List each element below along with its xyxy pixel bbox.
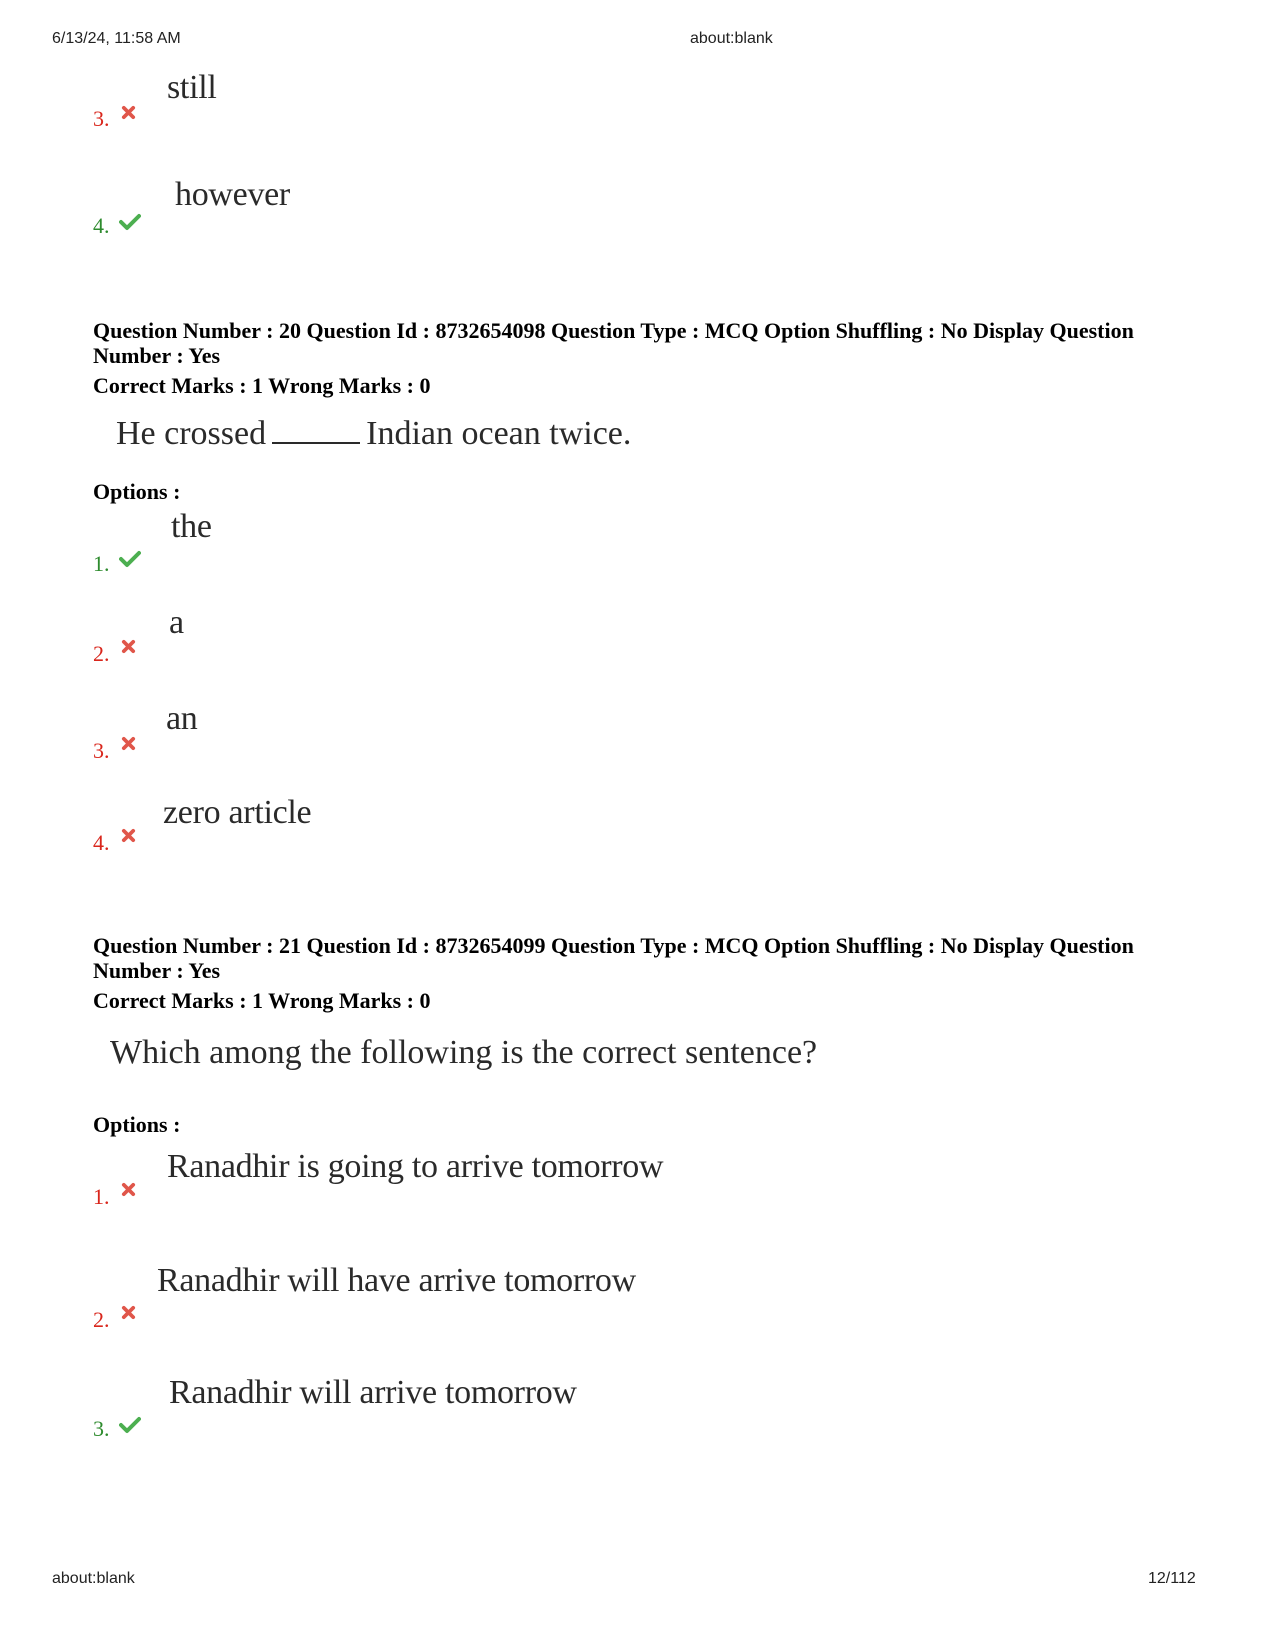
question-20-options-label: Options : [93, 479, 181, 504]
q20-option-2 [93, 604, 693, 672]
option-number: 2. [93, 1307, 110, 1332]
question-20-marks: Correct Marks : 1 Wrong Marks : 0 [93, 373, 431, 398]
checkmark-icon [119, 1416, 141, 1439]
option-number: 4. [93, 830, 110, 855]
option-number: 1. [93, 1184, 110, 1209]
prev-option-3 [93, 69, 693, 135]
q20-option-3 [93, 700, 693, 774]
q21-option-1 [93, 1148, 993, 1220]
question-21-text: Which among the following is the correct sentence? [110, 1034, 818, 1071]
cross-icon [121, 736, 136, 756]
page-number: 12/112 [1148, 1570, 1196, 1587]
option-number: 3. [93, 106, 110, 131]
option-number: 3. [93, 738, 110, 763]
option-text: however [175, 176, 290, 213]
q21-option-3 [93, 1374, 993, 1456]
option-number: 2. [93, 641, 110, 666]
option-text: Ranadhir will arrive tomorrow [169, 1374, 577, 1411]
question-21-options-label: Options : [93, 1112, 181, 1137]
option-number: 3. [93, 1416, 110, 1441]
print-url: about:blank [690, 30, 773, 47]
question-text-part: Indian ocean twice. [366, 415, 632, 452]
cross-icon [121, 1182, 136, 1202]
cross-icon [121, 1305, 136, 1325]
blank-line [272, 412, 360, 444]
option-text: zero article [163, 794, 312, 831]
option-text: the [171, 508, 212, 545]
q21-option-2 [93, 1262, 993, 1344]
footer-url: about:blank [52, 1570, 135, 1587]
prev-option-4 [93, 176, 693, 242]
option-number: 4. [93, 213, 110, 238]
question-21-marks: Correct Marks : 1 Wrong Marks : 0 [93, 988, 431, 1013]
option-text: a [169, 604, 184, 641]
cross-icon [121, 105, 136, 125]
checkmark-icon [119, 213, 141, 236]
question-20-text [116, 412, 631, 453]
option-number: 1. [93, 551, 110, 576]
question-20-header: Question Number : 20 Question Id : 8732654098 Question Type : MCQ Option Shuffling : No Display Question Number : Yes [93, 318, 1134, 368]
question-text-part: He crossed [116, 415, 267, 452]
q20-option-4 [93, 794, 693, 866]
cross-icon [121, 639, 136, 659]
cross-icon [121, 828, 136, 848]
question-21-header: Question Number : 21 Question Id : 8732654099 Question Type : MCQ Option Shuffling : No Display Question Number : Yes [93, 933, 1134, 983]
option-text: an [166, 700, 198, 737]
option-text: Ranadhir is going to arrive tomorrow [167, 1148, 664, 1185]
checkmark-icon [119, 550, 141, 573]
option-text: still [167, 69, 217, 106]
q20-option-1 [93, 508, 693, 580]
option-text: Ranadhir will have arrive tomorrow [157, 1262, 636, 1299]
print-datetime: 6/13/24, 11:58 AM [52, 30, 181, 47]
